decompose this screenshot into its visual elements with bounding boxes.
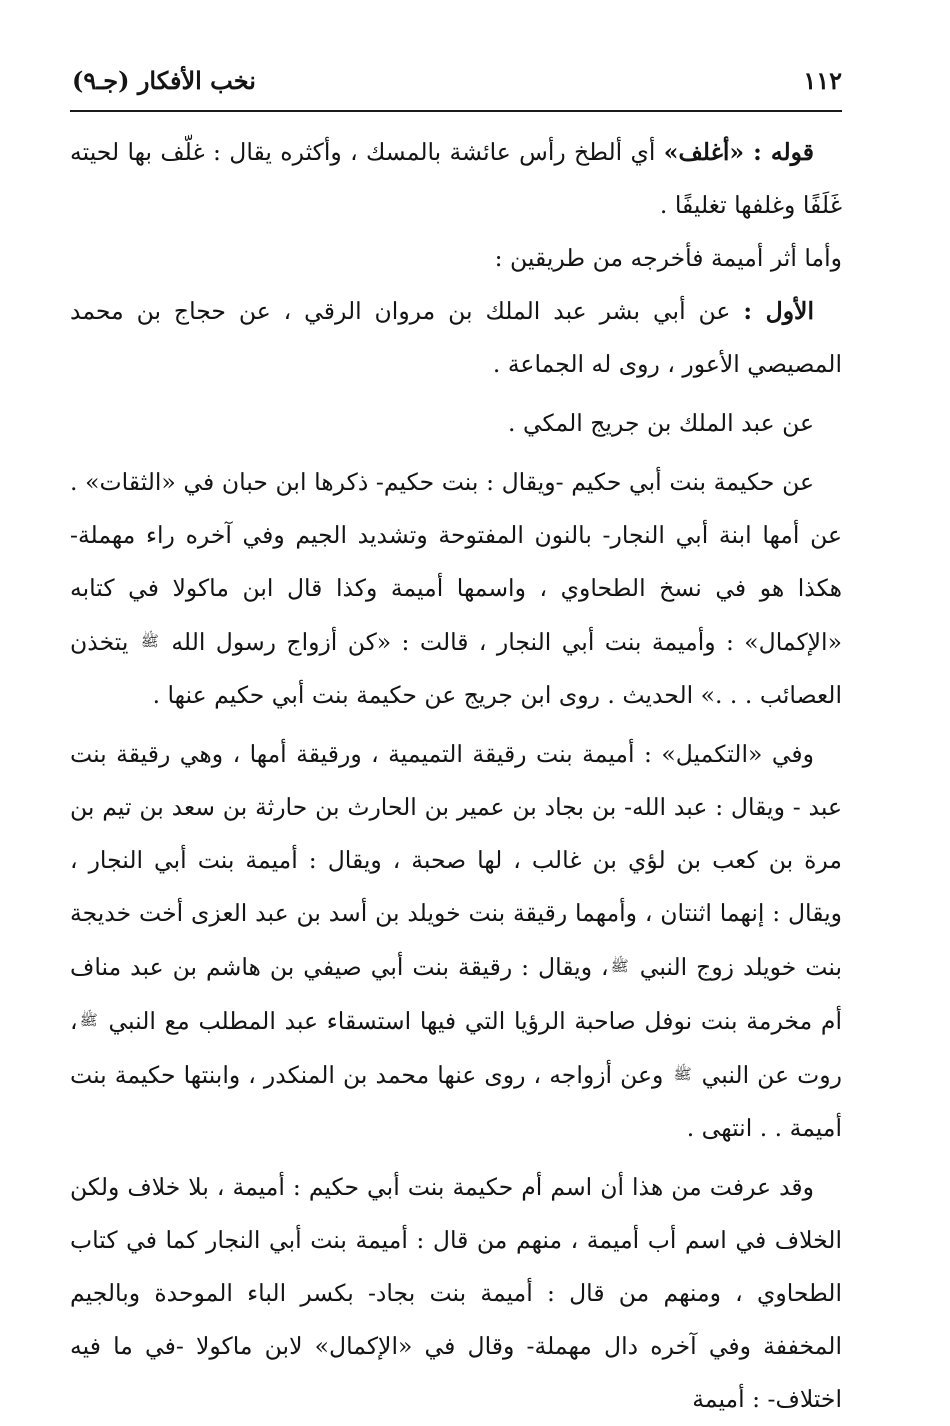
paragraph-umayma-intro xyxy=(70,232,842,285)
honorific-symbol: ﷺ xyxy=(79,1011,98,1029)
book-page xyxy=(70,58,842,1413)
paragraph-ibn-jurayj xyxy=(70,397,842,450)
paragraph-text: عن أبي بشر عبد الملك بن مروان الرقي ، عن حجاج بن محمد المصيصي الأعور ، روى له الجماعة . xyxy=(70,297,842,378)
running-head xyxy=(70,58,842,112)
paragraph-text: يتخذن العصائب . . .» الحديث . روى ابن جريج عن حكيمة بنت أبي حكيم عنها . xyxy=(70,628,842,709)
honorific-symbol: ﷺ xyxy=(610,957,629,975)
paragraph-text: عن عبد الملك بن جريج المكي . xyxy=(508,409,814,437)
honorific-symbol: ﷺ xyxy=(673,1065,692,1083)
paragraph-text: عن حكيمة بنت أبي حكيم -ويقال : بنت حكيم- ذكرها ابن حبان في «الثقات» . عن أمها ابنة أبي النجار- بالنون المفتوحة وتشديد الجيم وفي آخره راء مهملة- هكذا هو في نسخ الطحاوي ، واسمها أميمة وكذا قال ابن ماكولا في كتابه «الإكمال» : وأميمة بنت أبي النجار ، قالت : «كن أزواج رسول الله xyxy=(70,468,842,656)
body-text xyxy=(70,126,842,1426)
paragraph-text: ، روت عن النبي xyxy=(70,1007,842,1089)
paragraph-takmil xyxy=(70,728,842,1155)
book-title: نخب الأفكار (جـ٩) xyxy=(72,66,256,95)
paragraph-text: وفي «التكميل» : أميمة بنت رقيقة التميمية ، ورقيقة أمها ، وهي رقيقة بنت عبد - ويقال : عبد الله- بن بجاد بن عمير بن الحارث بن حارثة بن سعد بن تيم بن مرة بن كعب بن لؤي بن غالب ، لها صحبة ، ويقال : أميمة بنت أبي النجار ، ويقال : إنهما اثنتان ، وأمهما رقيقة بنت خويلد بن أسد بن عبد العزى أخت خديجة بنت خويلد زوج النبي xyxy=(70,740,842,981)
page-number: ١١٢ xyxy=(803,66,842,95)
paragraph-aghlaf xyxy=(70,126,842,232)
paragraph-text: ، ويقال : رقيقة بنت أبي صيفي بن هاشم بن عبد مناف أم مخرمة بنت نوفل صاحبة الرؤيا التي فيها استسقاء عبد المطلب مع النبي xyxy=(70,953,842,1035)
paragraph-text: وعن أزواجه ، روى عنها محمد بن المنكدر ، وابنتها حكيمة بنت أميمة . . انتهى . xyxy=(70,1061,842,1142)
paragraph-text: أي ألطخ رأس عائشة بالمسك ، وأكثره يقال : غلّف بها لحيته غَلَفًا وغلفها تغليفًا . xyxy=(70,138,842,219)
paragraph-lead: قوله : «أغلف» xyxy=(663,138,814,166)
paragraph-text: وقد عرفت من هذا أن اسم أم حكيمة بنت أبي حكيم : أميمة ، بلا خلاف ولكن الخلاف في اسم أب أميمة ، منهم من قال : أميمة بنت أبي النجار كما في كتاب الطحاوي ، ومنهم من قال : أميمة بنت بجاد- بكسر الباء الموحدة وبالجيم المخففة وفي آخره دال مهملة- وقال في «الإكمال» لابن ماكولا -في ما فيه اختلاف- : أميمة xyxy=(70,1173,842,1413)
paragraph-hakima xyxy=(70,456,842,722)
paragraph-lead: الأول : xyxy=(743,297,814,325)
paragraph-first-route xyxy=(70,285,842,391)
honorific-symbol: ﷺ xyxy=(140,632,159,650)
paragraph-text: وأما أثر أميمة فأخرجه من طريقين : xyxy=(494,244,842,272)
paragraph-conclusion xyxy=(70,1161,842,1426)
